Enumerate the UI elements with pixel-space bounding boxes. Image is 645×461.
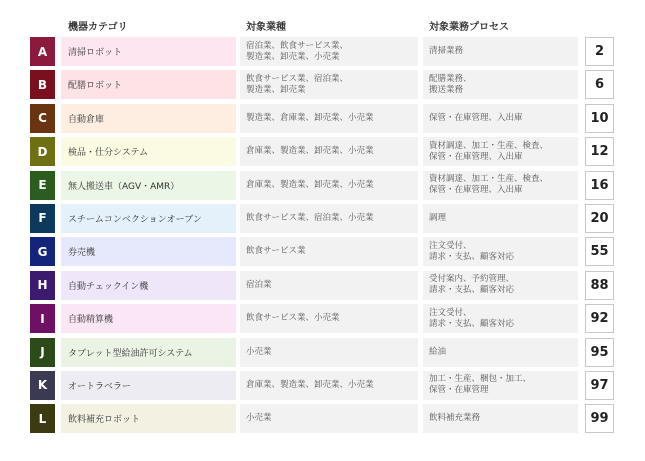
row-number: 10 [585, 104, 614, 133]
row-process: 保管・在庫管理、入出庫 [423, 104, 578, 133]
table-row [0, 338, 645, 371]
row-industry: 小売業 [240, 404, 418, 433]
row-category: 配膳ロボット [61, 70, 236, 99]
row-number: 99 [585, 404, 614, 433]
equipment-table [0, 37, 645, 438]
table-row [0, 137, 645, 170]
row-letter-badge: C [30, 104, 55, 133]
table-row [0, 371, 645, 404]
row-category: 清掃ロボット [61, 37, 236, 66]
row-letter-badge: J [30, 338, 55, 367]
table-row [0, 304, 645, 337]
row-process: 清掃業務 [423, 37, 578, 66]
row-letter-badge: A [30, 37, 55, 66]
row-industry: 倉庫業、製造業、卸売業、小売業 [240, 371, 418, 400]
row-process: 配膳業務、 搬送業務 [423, 70, 578, 99]
row-letter-badge: L [30, 404, 55, 433]
row-industry: 倉庫業、製造業、卸売業、小売業 [240, 137, 418, 166]
header-category: 機器カテゴリ [68, 22, 128, 33]
row-letter-badge: F [30, 204, 55, 233]
row-number: 55 [585, 237, 614, 266]
row-number: 6 [585, 70, 614, 99]
row-category: 券売機 [61, 237, 236, 266]
row-number: 95 [585, 338, 614, 367]
row-number: 97 [585, 371, 614, 400]
row-letter-badge: I [30, 304, 55, 333]
header-industry: 対象業種 [246, 22, 286, 33]
table-row [0, 37, 645, 70]
table-row [0, 171, 645, 204]
row-process: 資材調達、加工・生産、検査、 保管・在庫管理、入出庫 [423, 137, 578, 166]
row-number: 92 [585, 304, 614, 333]
row-industry: 宿泊業 [240, 271, 418, 300]
row-number: 16 [585, 171, 614, 200]
row-process: 受付案内、予約管理、 請求・支払、顧客対応 [423, 271, 578, 300]
row-letter-badge: H [30, 271, 55, 300]
row-category: 自動倉庫 [61, 104, 236, 133]
table-row [0, 104, 645, 137]
row-process: 飲料補充業務 [423, 404, 578, 433]
row-industry: 宿泊業、飲食サービス業、 製造業、卸売業、小売業 [240, 37, 418, 66]
row-letter-badge: K [30, 371, 55, 400]
row-category: スチームコンベクションオーブン [61, 204, 236, 233]
row-category: 検品・仕分システム [61, 137, 236, 166]
row-industry: 飲食サービス業、小売業 [240, 304, 418, 333]
row-industry: 飲食サービス業、宿泊業、 製造業、卸売業 [240, 70, 418, 99]
row-process: 加工・生産、梱包・加工、 保管・在庫管理 [423, 371, 578, 400]
row-industry: 小売業 [240, 338, 418, 367]
row-number: 20 [585, 204, 614, 233]
row-letter-badge: D [30, 137, 55, 166]
row-number: 2 [585, 37, 614, 66]
row-category: 飲料補充ロボット [61, 404, 236, 433]
row-process: 注文受付、 請求・支払、顧客対応 [423, 237, 578, 266]
header-process: 対象業務プロセス [429, 22, 509, 33]
row-number: 12 [585, 137, 614, 166]
row-industry: 飲食サービス業、宿泊業、小売業 [240, 204, 418, 233]
table-header [0, 18, 645, 36]
row-letter-badge: B [30, 70, 55, 99]
table-row [0, 204, 645, 237]
row-process: 資材調達、加工・生産、検査、 保管・在庫管理、入出庫 [423, 171, 578, 200]
row-number: 88 [585, 271, 614, 300]
row-category: タブレット型給油許可システム [61, 338, 236, 367]
row-category: 自動精算機 [61, 304, 236, 333]
row-industry: 製造業、倉庫業、卸売業、小売業 [240, 104, 418, 133]
row-process: 給油 [423, 338, 578, 367]
row-process: 調理 [423, 204, 578, 233]
row-category: 無人搬送車（AGV・AMR） [61, 171, 236, 200]
row-letter-badge: G [30, 237, 55, 266]
row-process: 注文受付、 請求・支払、顧客対応 [423, 304, 578, 333]
table-row [0, 271, 645, 304]
table-row [0, 237, 645, 270]
table-row [0, 404, 645, 437]
row-industry: 飲食サービス業 [240, 237, 418, 266]
row-category: オートラベラー [61, 371, 236, 400]
table-row [0, 70, 645, 103]
row-industry: 倉庫業、製造業、卸売業、小売業 [240, 171, 418, 200]
row-category: 自動チェックイン機 [61, 271, 236, 300]
row-letter-badge: E [30, 171, 55, 200]
